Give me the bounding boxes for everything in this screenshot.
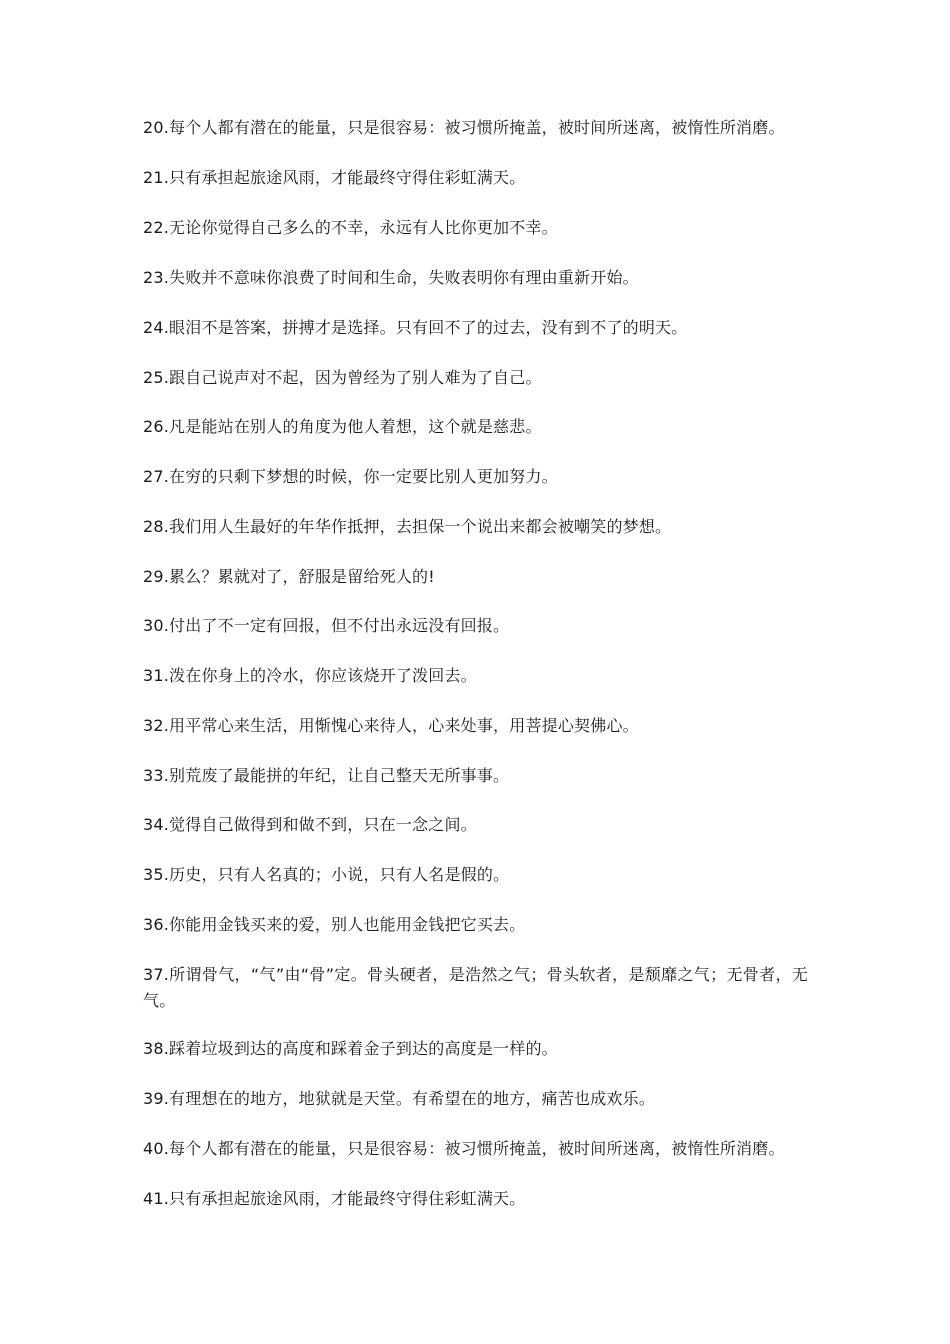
- quote-39: 39.有理想在的地方，地狱就是天堂。有希望在的地方，痛苦也成欢乐。: [143, 1089, 656, 1108]
- quote-30: 30.付出了不一定有回报，但不付出永远没有回报。: [143, 616, 510, 635]
- quote-31: 31.泼在你身上的冷水，你应该烧开了泼回去。: [143, 666, 477, 685]
- quote-24: 24.眼泪不是答案，拼搏才是选择。只有回不了的过去，没有到不了的明天。: [143, 318, 688, 337]
- quote-22: 22.无论你觉得自己多么的不幸，永远有人比你更加不幸。: [143, 218, 558, 237]
- quote-26: 26.凡是能站在别人的角度为他人着想，这个就是慈悲。: [143, 417, 542, 436]
- quote-38: 38.踩着垃圾到达的高度和踩着金子到达的高度是一样的。: [143, 1039, 558, 1058]
- quote-36: 36.你能用金钱买来的爱，别人也能用金钱把它买去。: [143, 915, 526, 934]
- quote-23: 23.失败并不意味你浪费了时间和生命，失败表明你有理由重新开始。: [143, 268, 639, 287]
- quote-41: 41.只有承担起旅途风雨，才能最终守得住彩虹满天。: [143, 1189, 526, 1208]
- quote-34: 34.觉得自己做得到和做不到，只在一念之间。: [143, 815, 477, 834]
- quote-33: 33.别荒废了最能拼的年纪，让自己整天无所事事。: [143, 766, 510, 785]
- quote-25: 25.跟自己说声对不起，因为曾经为了别人难为了自己。: [143, 368, 542, 387]
- quote-35: 35.历史，只有人名真的；小说，只有人名是假的。: [143, 865, 510, 884]
- quote-20: 20.每个人都有潜在的能量，只是很容易：被习惯所掩盖，被时间所迷离，被惰性所消磨。: [143, 118, 785, 137]
- quote-40: 40.每个人都有潜在的能量，只是很容易：被习惯所掩盖，被时间所迷离，被惰性所消磨。: [143, 1139, 785, 1158]
- quote-21: 21.只有承担起旅途风雨，才能最终守得住彩虹满天。: [143, 168, 526, 187]
- quote-27: 27.在穷的只剩下梦想的时候，你一定要比别人更加努力。: [143, 467, 558, 486]
- quote-32: 32.用平常心来生活，用惭愧心来待人，心来处事，用菩提心契佛心。: [143, 716, 639, 735]
- quote-28: 28.我们用人生最好的年华作抵押，去担保一个说出来都会被嘲笑的梦想。: [143, 517, 672, 536]
- quote-29: 29.累么？累就对了，舒服是留给死人的!: [143, 567, 435, 586]
- quote-37: 37.所谓骨气，“气”由“骨”定。骨头硬者，是浩然之气；骨头软者，是颓靡之气；无骨者，无气。: [143, 965, 808, 1010]
